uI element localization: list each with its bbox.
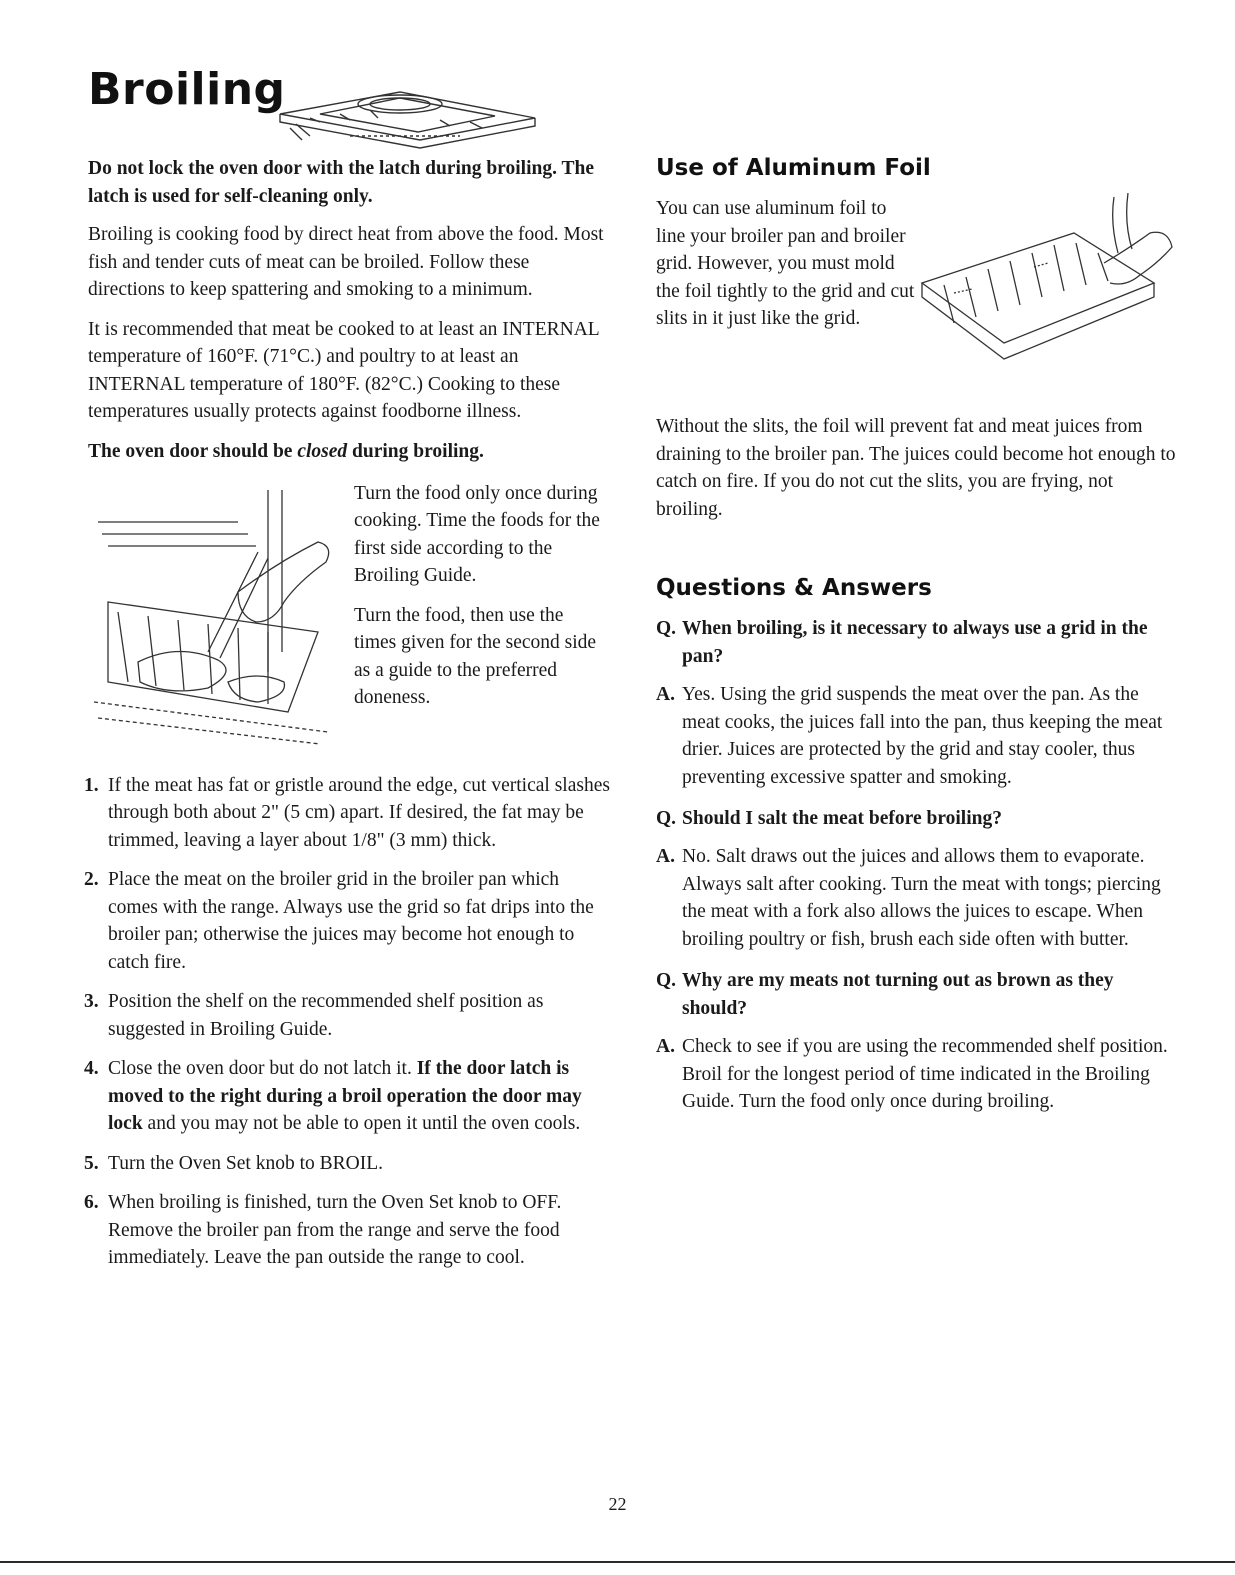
- page-title: Broiling: [88, 64, 286, 115]
- answer-2: A. No. Salt draws out the juices and allows them to evaporate. Always salt after cooking. Turn the meat with tongs; piercing the meat with a fork also allows the juices to escape. When broiling poultry or fish, brush each side often with butter.: [656, 846, 1161, 950]
- hand-turning-food-icon: [88, 482, 338, 767]
- step-6: 6. When broiling is finished, turn the Oven Set knob to OFF. Remove the broiler pan from the range and serve the food immediately. Leave the pan outside the range to cool.: [84, 1192, 562, 1268]
- answer-3: A. Check to see if you are using the recommended shelf position. Broil for the longest period of time indicated in the Broiling Guide. Turn the food only once during broiling.: [656, 1036, 1168, 1112]
- broiling-steps: [84, 772, 610, 1272]
- broiler-pan-icon: [250, 74, 550, 149]
- step-3: 3. Position the shelf on the recommended shelf position as suggested in Broiling Guide.: [84, 991, 544, 1040]
- question-1: Q. When broiling, is it necessary to always use a grid in the pan?: [656, 618, 1148, 667]
- turn-second-side-text: Turn the food, then use the times given for the second side as a guide to the preferred doneness.: [354, 604, 597, 708]
- latch-warning: Do not lock the oven door with the latch during broiling. The latch is used for self-cleaning only.: [88, 158, 594, 207]
- foil-intro-text: You can use aluminum foil to line your broiler pan and broiler grid. However, you must mold the foil tightly to the grid and cut slits in it just like the grid.: [656, 198, 915, 329]
- step-5: 5. Turn the Oven Set knob to BROIL.: [84, 1152, 383, 1174]
- turn-food-text: [354, 480, 610, 724]
- step-1: 1. If the meat has fat or gristle around the edge, cut vertical slashes through both about 2" (5 cm) apart. If desired, the fat may be trimmed, leaving a layer about 1/8" (3 mm) thick.: [84, 774, 610, 851]
- temperature-note: It is recommended that meat be cooked to at least an INTERNAL temperature of 160°F. (71°C.) and poultry to at least an INTERNAL temperature of 180°F. (82°C.) Cooking to these temperatures usually protects against foodborne illness.: [88, 318, 599, 422]
- question-3: Q. Why are my meats not turning out as brown as they should?: [656, 970, 1114, 1019]
- step-2: 2. Place the meat on the broiler grid in the broiler pan which comes with the range. Always use the grid so fat drips into the broiler pan; otherwise the juices may become hot enough to catch fire.: [84, 869, 594, 973]
- foil-heading: Use of Aluminum Foil: [656, 155, 931, 181]
- qa-heading: Questions & Answers: [656, 575, 932, 601]
- left-column: [84, 155, 610, 1284]
- page-number: 22: [608, 1494, 627, 1514]
- foil-slits-text: Without the slits, the foil will prevent fat and meat juices from draining to the broiler pan. The juices could become hot enough to catch on fire. If you do not cut the slits, you are frying, not broiling.: [656, 416, 1176, 520]
- right-column: [656, 155, 1176, 1130]
- broiling-intro: Broiling is cooking food by direct heat from above the food. Most fish and tender cuts of meat can be broiled. Follow these directions to keep spattering and smoking to a minimum.: [88, 224, 604, 300]
- door-closed-note: The oven door should be closed during broiling.: [88, 440, 484, 462]
- foil-broiler-pan-icon: [914, 193, 1176, 373]
- foil-figure-block: [656, 195, 1176, 413]
- question-2: Q. Should I salt the meat before broiling?: [656, 808, 1002, 829]
- turn-food-figure: [88, 480, 610, 772]
- step-4: 4. Close the oven door but do not latch it. If the door latch is moved to the right during a broil operation the door may lock and you may not be able to open it until the oven cools.: [84, 1058, 582, 1134]
- turn-once-text: Turn the food only once during cooking. Time the foods for the first side according to the Broiling Guide.: [354, 482, 600, 586]
- answer-1: A. Yes. Using the grid suspends the meat over the pan. As the meat cooks, the juices fall into the pan, thus keeping the meat drier. Juices are protected by the grid and stay cooler, thus preventing excessive spatter and smoking.: [656, 684, 1163, 788]
- bottom-rule: [0, 1561, 1235, 1563]
- qa-list: [656, 615, 1176, 1116]
